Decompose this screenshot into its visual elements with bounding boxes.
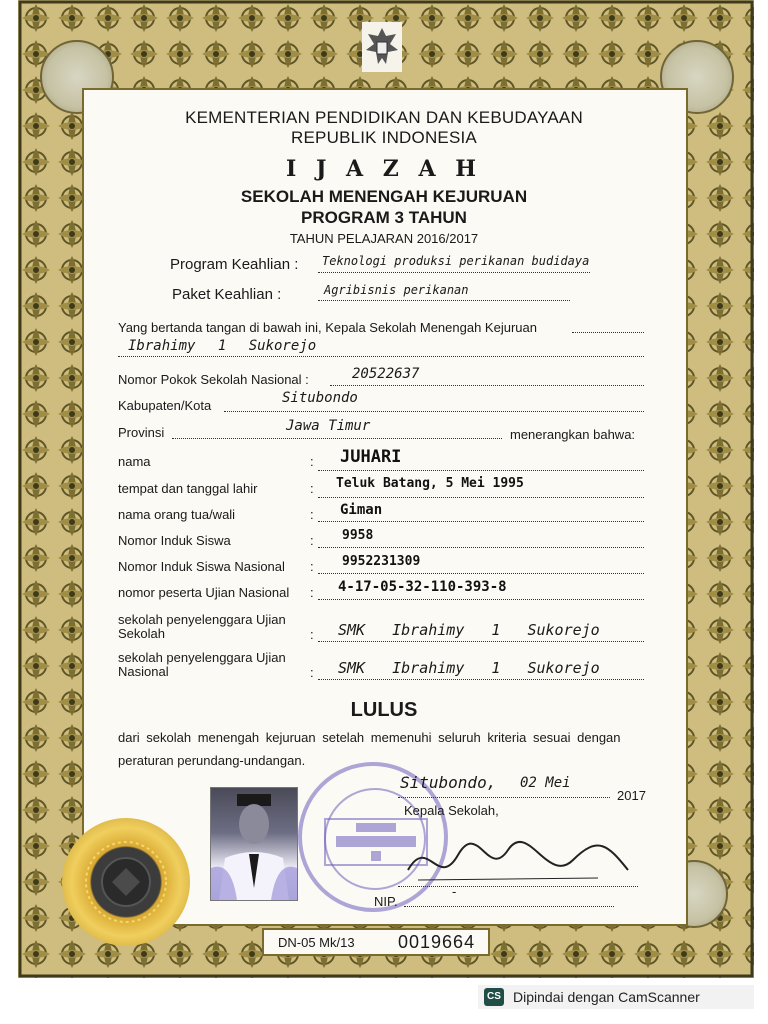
garuda-emblem-icon: [362, 22, 402, 72]
scanner-text: Dipindai dengan CamScanner: [513, 989, 700, 1005]
nama-colon: :: [310, 454, 314, 469]
republic-name: REPUBLIK INDONESIA: [291, 128, 477, 147]
program-keahlian-line: [318, 272, 590, 273]
nisn-colon: :: [310, 559, 314, 574]
provinsi-label: Provinsi: [118, 425, 165, 440]
ministry-name: KEMENTERIAN PENDIDIKAN DAN KEBUDAYAAN: [185, 108, 583, 127]
peserta-un-colon: :: [310, 585, 314, 600]
signature-name-line: [398, 886, 638, 887]
nisn-line: [318, 573, 644, 574]
program-keahlian-label: Program Keahlian :: [170, 256, 299, 273]
school-name-value: Ibrahimy 1 Sukorejo: [128, 338, 317, 354]
ortu-value: Giman: [340, 502, 383, 518]
signature-date: 02 Mei: [520, 775, 571, 791]
signature-role: Kepala Sekolah,: [404, 803, 499, 818]
ttl-colon: :: [310, 481, 314, 496]
camscanner-icon: CS: [484, 988, 504, 1006]
ujian-nasional-value: SMK Ibrahimy 1 Sukorejo: [338, 659, 600, 677]
ortu-colon: :: [310, 507, 314, 522]
nip-value: -: [452, 884, 457, 899]
signature-icon: [398, 830, 638, 890]
result-text-line-2: peraturan perundang-undangan.: [118, 753, 306, 768]
ortu-line: [318, 521, 644, 522]
peserta-un-line: [318, 599, 644, 600]
nip-label: NIP.: [374, 894, 398, 909]
student-portrait-icon: [211, 788, 297, 900]
kabupaten-value: Situbondo: [282, 390, 358, 406]
nip-line: [404, 906, 614, 907]
gold-hologram-seal: [62, 818, 190, 946]
kabupaten-label: Kabupaten/Kota: [118, 398, 212, 413]
ortu-label: nama orang tua/wali: [118, 507, 236, 522]
nama-value: JUHARI: [340, 447, 402, 467]
ujian-sekolah-colon: :: [310, 627, 314, 642]
signer-statement-line: [572, 332, 644, 333]
npsn-label: Nomor Pokok Sekolah Nasional :: [118, 372, 309, 387]
ujian-sekolah-line: [318, 641, 644, 642]
npsn-value: 20522637: [352, 366, 420, 382]
school-type: SEKOLAH MENENGAH KEJURUAN: [240, 187, 528, 206]
peserta-un-label: nomor peserta Ujian Nasional: [118, 585, 290, 600]
graduation-status: LULUS: [350, 699, 418, 721]
signature-date-line: [398, 797, 610, 798]
serial-number: 0019664: [398, 932, 476, 952]
ttl-value: Teluk Batang, 5 Mei 1995: [336, 476, 524, 491]
nama-label: nama: [118, 454, 151, 469]
npsn-line: [330, 385, 644, 386]
ujian-nasional-line: [318, 679, 644, 680]
provinsi-value: Jawa Timur: [286, 418, 371, 434]
nisn-value: 9952231309: [342, 554, 421, 569]
student-photo: [210, 787, 298, 901]
result-text-line-1: dari sekolah menengah kejuruan setelah memenuhi seluruh kriteria sesuai dengan: [118, 730, 621, 745]
ujian-sekolah-label: sekolah penyelenggara Ujian Sekolah: [118, 612, 286, 641]
ujian-nasional-colon: :: [310, 665, 314, 680]
provinsi-line: [172, 438, 502, 439]
nis-label: Nomor Induk Siswa: [118, 533, 231, 548]
program-keahlian-value: Teknologi produksi perikanan budidaya: [322, 254, 590, 268]
paket-keahlian-label: Paket Keahlian :: [172, 286, 282, 303]
serial-code: DN-05 Mk/13: [278, 935, 355, 950]
nama-line: [318, 470, 644, 471]
academic-year: TAHUN PELAJARAN 2016/2017: [289, 231, 479, 246]
paket-keahlian-line: [318, 300, 570, 301]
document-title: I J A Z A H: [286, 156, 482, 182]
ttl-label: tempat dan tanggal lahir: [118, 481, 258, 496]
kabupaten-line: [224, 411, 644, 412]
paket-keahlian-value: Agribisnis perikanan: [324, 283, 469, 297]
seal-emblem-icon: [62, 818, 190, 946]
nis-value: 9958: [342, 528, 374, 543]
peserta-un-value: 4-17-05-32-110-393-8: [338, 579, 507, 595]
nisn-label: Nomor Induk Siswa Nasional: [118, 559, 285, 574]
signer-statement: Yang bertanda tangan di bawah ini, Kepala Sekolah Menengah Kejuruan: [118, 320, 537, 335]
program-duration: PROGRAM 3 TAHUN: [301, 208, 467, 227]
signature-place: Situbondo,: [400, 773, 497, 792]
ttl-line: [318, 497, 644, 498]
ujian-nasional-label: sekolah penyelenggara Ujian Nasional: [118, 650, 286, 679]
school-name-line: [118, 356, 644, 357]
menerangkan-text: menerangkan bahwa:: [510, 427, 636, 442]
nis-line: [318, 547, 644, 548]
nis-colon: :: [310, 533, 314, 548]
ujian-sekolah-value: SMK Ibrahimy 1 Sukorejo: [338, 621, 600, 639]
signature-year: 2017: [617, 788, 646, 803]
serial-number-box: [262, 928, 490, 956]
